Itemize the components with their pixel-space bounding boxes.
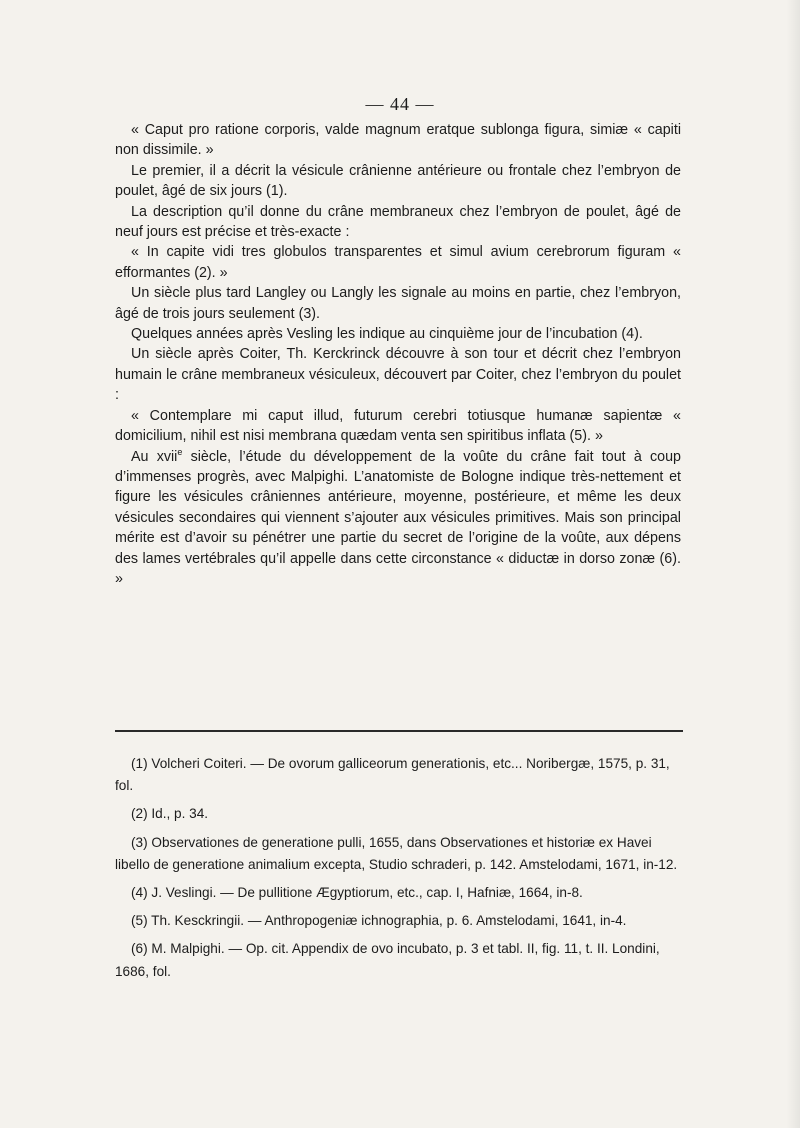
footnote-2: (2) Id., p. 34.	[131, 806, 209, 822]
footnote-1: (1) Volcheri Coiteri. — De ovorum galliceorum generationis, etc... Noribergæ, 1575, p. 31, fol.	[115, 756, 670, 794]
footnotes	[115, 753, 683, 989]
paragraph-quote-in-capite: « In capite vidi tres globulos transparentes et simul avium cerebrorum figuram « efformantes (2). »	[115, 244, 681, 281]
footnote-5: (5) Th. Kesckringii. — Anthropogeniæ ichnographia, p. 6. Amstelodami, 1641, in-4.	[131, 913, 627, 929]
main-text	[115, 120, 681, 589]
footnote-6: (6) M. Malpighi. — Op. cit. Appendix de ovo incubato, p. 3 et tabl. II, fig. 11, t. II. Londini, 1686, fol.	[115, 941, 660, 979]
paragraph-vesling: Quelques années après Vesling les indique au cinquième jour de l’incubation (4).	[131, 326, 643, 343]
footnote-4: (4) J. Veslingi. — De pullitione Ægyptiorum, etc., cap. I, Hafniæ, 1664, in-8.	[131, 885, 583, 901]
paragraph-description: La description qu’il donne du crâne membraneux chez l’embryon de poulet, âgé de neuf jours est précise et très-exacte :	[115, 203, 681, 241]
footnote-separator	[115, 730, 683, 732]
century-superscript: e	[177, 446, 183, 457]
page-number: — 44 —	[365, 94, 435, 114]
paragraph-quote-contemplare: « Contemplare mi caput illud, futurum cerebri totiusque humanæ sapientæ « domicilium, nihil est nisi membrana quædam venta sen spiritibus inflata (5). »	[115, 407, 681, 445]
paragraph-langley: Un siècle plus tard Langley ou Langly les signale au moins en partie, chez l’embryon, âgé de trois jours seulement (3).	[115, 285, 681, 322]
footnote-3: (3) Observationes de generatione pulli, 1655, dans Observationes et historiæ ex Havei libello de generatione animalium excepta, Studio schraderi, p. 142. Amstelodami, 1671, in-12.	[115, 834, 678, 872]
malpighi-text-start: Au xvii	[131, 448, 178, 465]
paragraph-malpighi	[115, 447, 681, 590]
malpighi-text-rest: siècle, l’étude du développement de la voûte du crâne fait tout à coup d’immenses progrès, avec Malpighi. L’anatomiste de Bologne indique très-nettement et figure les vésicules crâniennes antérieure, moyenne, postérieure, et même les deux vésicules secondaires qui viennent s’ajouter aux vésicules primitives. Mais son principal mérite est d’avoir su pénétrer une partie du secret de l’origine de la voûte, aux dépens des lames vertébrales qu’il appelle dans cette circonstance « diductæ in dorso zonæ (6). »	[115, 448, 681, 587]
paragraph-premier: Le premier, il a décrit la vésicule crânienne antérieure ou frontale chez l’embryon de poulet, âgé de six jours (1).	[115, 162, 681, 200]
page-edge-shadow	[786, 0, 800, 1128]
paragraph-kerckrinck: Un siècle après Coiter, Th. Kerckrinck découvre à son tour et décrit chez l’embryon humain le crâne membraneux vésiculeux, découvert par Coiter, chez l’embryon du poulet :	[115, 346, 681, 404]
paragraph-quote-caput: « Caput pro ratione corporis, valde magnum eratque sublonga figura, simiæ « capiti non dissimile. »	[115, 122, 681, 159]
